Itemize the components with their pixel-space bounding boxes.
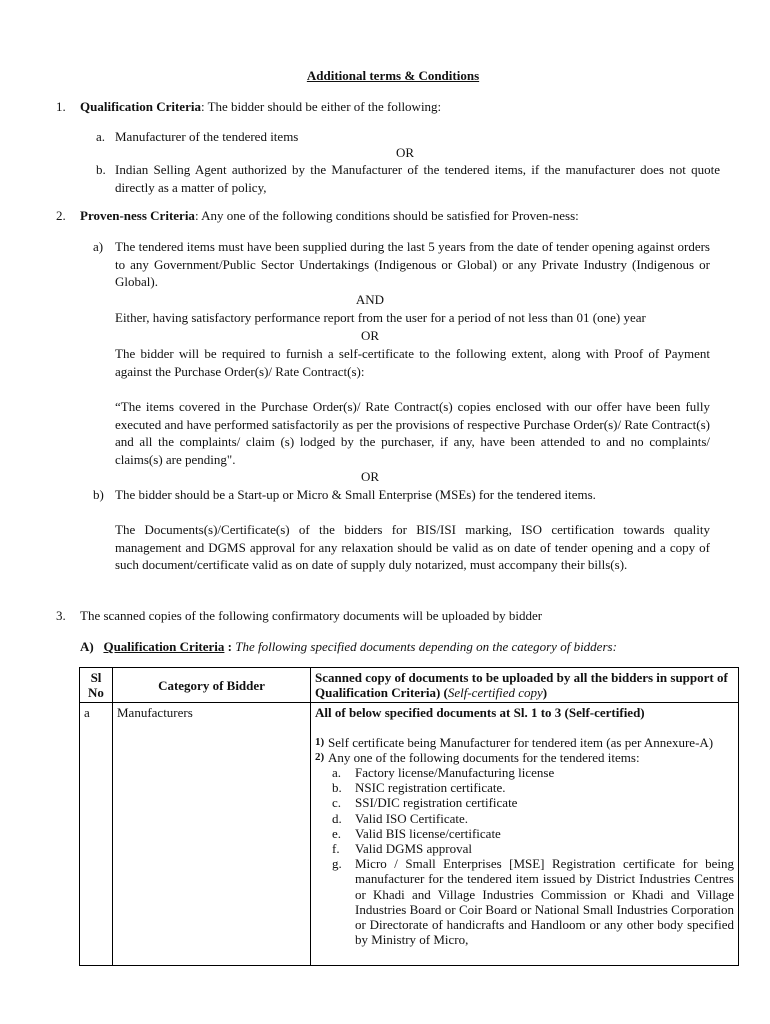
qualification-documents-table (79, 667, 739, 966)
list-item-marker: g. (332, 856, 342, 872)
table-row (80, 703, 739, 966)
list-item-text: NSIC registration certificate. (355, 780, 506, 796)
section-1-heading: Qualification Criteria (80, 99, 201, 114)
row-documents (311, 703, 739, 966)
section-3-number: 3. (56, 608, 66, 623)
list-item-marker: f. (332, 841, 340, 857)
list-item-text: Factory license/Manufacturing license (355, 765, 555, 781)
document-options-list (315, 765, 734, 947)
page-title: Additional terms & Conditions (306, 68, 480, 83)
section-1b-text: Indian Selling Agent authorized by the Manufacturer of the tendered items, if the manufacturer does not quote directly as a matter of policy, (115, 162, 720, 195)
header-documents-end: ) (542, 685, 548, 701)
row-item-2-marker: 2) (315, 750, 325, 763)
section-3a-marker: A) (80, 639, 94, 654)
list-item-text: Valid BIS license/certificate (355, 825, 501, 841)
section-3a-heading: Qualification Criteria (103, 639, 225, 654)
list-item-text: Valid ISO Certificate. (355, 810, 468, 826)
section-2a-text: The tendered items must have been supplied during the last 5 years from the date of tender opening against orders to any Government/Public Sector Undertakings (Indigenous or Global) or any Private Industry (Indigenous or Global). (115, 239, 710, 290)
row-item-2-text: Any one of the following documents for the tendered items: (328, 749, 640, 765)
list-item (315, 780, 734, 795)
header-documents (311, 668, 739, 703)
section-1a-text: Manufacturer of the tendered items (115, 129, 299, 144)
header-category: Category of Bidder (113, 668, 311, 703)
section-2-text: : Any one of the following conditions should be satisfied for Proven-ness: (194, 208, 579, 223)
section-3a-colon: : (224, 639, 236, 654)
row-category: Manufacturers (113, 703, 311, 966)
list-item-text: SSI/DIC registration certificate (355, 795, 518, 811)
section-3a-line (80, 638, 740, 656)
list-item (315, 795, 734, 810)
header-sl-no: Sl No (80, 668, 113, 703)
section-3a-text: The following specified documents depending on the category of bidders: (235, 639, 617, 654)
list-item-marker: a. (332, 765, 342, 781)
row-item-1-marker: 1) (315, 735, 325, 748)
list-item (315, 856, 734, 947)
section-1a-marker: a. (96, 129, 106, 144)
or-separator-2: OR (360, 328, 380, 343)
list-item-marker: e. (332, 825, 342, 841)
list-item-marker: c. (332, 795, 342, 811)
list-item-text: Valid DGMS approval (355, 841, 472, 857)
section-1b-marker: b. (96, 162, 106, 177)
section-1-text: : The bidder should be either of the following: (200, 99, 442, 114)
row-sl-no: a (80, 703, 113, 966)
section-2b-marker: b) (93, 487, 104, 502)
section-2-line (80, 207, 740, 225)
and-separator: AND (355, 292, 385, 307)
row-item-1-text: Self certificate being Manufacturer for tendered item (as per Annexure-A) (328, 734, 714, 750)
section-2b-text: The bidder should be a Start-up or Micro & Small Enterprise (MSEs) for the tendered items. (115, 487, 596, 502)
section-2-number: 2. (56, 208, 66, 223)
self-certificate-quote: “The items covered in the Purchase Order(s)/ Rate Contract(s) copies enclosed with our offer have been fully executed and have performed satisfactorily as per the provisions of respective Purchase Order(s)/ Rate Contract(s) and all the complaints/ claim (s) lodged by the purchaser, if any, have been attended to and no complaints/ claims(s) are pending". (115, 399, 710, 467)
row-item-1 (315, 735, 734, 750)
or-separator-3: OR (360, 469, 380, 484)
or-separator-1: OR (395, 145, 415, 160)
either-clause: Either, having satisfactory performance report from the user for a period of not less than 01 (one) year (115, 310, 646, 325)
list-item (315, 826, 734, 841)
self-certificate-clause: The bidder will be required to furnish a self-certificate to the following extent, along with Proof of Payment against the Purchase Order(s)/ Rate Contract(s): (115, 346, 710, 379)
list-item-marker: b. (332, 780, 342, 796)
section-1-number: 1. (56, 99, 66, 114)
section-2-heading: Proven-ness Criteria (80, 208, 195, 223)
list-item (315, 811, 734, 826)
list-item-marker: d. (332, 810, 342, 826)
section-2a-marker: a) (93, 239, 104, 254)
list-item (315, 841, 734, 856)
header-documents-italic: Self-certified copy (447, 685, 543, 701)
row-documents-heading: All of below specified documents at Sl. 1 to 3 (Self-certified) (315, 705, 645, 721)
list-item (315, 765, 734, 780)
documents-validity-clause: The Documents(s)/Certificate(s) of the bidders for BIS/ISI marking, ISO certification towards quality management and DGMS approval for any relaxation should be valid as on date of tender opening and a copy of such document/certificate valid as on date of supply duly notarized, must accompany their bills(s). (115, 522, 710, 573)
section-3-text: The scanned copies of the following confirmatory documents will be uploaded by bidder (80, 608, 543, 623)
header-documents-text: Scanned copy of documents to be uploaded by all the bidders in support of Qualification Criteria) ( (315, 670, 728, 701)
section-1-line (80, 98, 740, 116)
list-item-text: Micro / Small Enterprises [MSE] Registration certificate for being manufacturer for the tendered item issued by District Industries Centres or Khadi and Village Industries Commission or Khadi and Village Industries Board or Coir Board or National Small Industries Corporation or Directorate of handicrafts and Handloom or any other body specified by Ministry of Micro, (355, 856, 734, 948)
table-header-row (80, 668, 739, 703)
row-item-2 (315, 750, 734, 765)
